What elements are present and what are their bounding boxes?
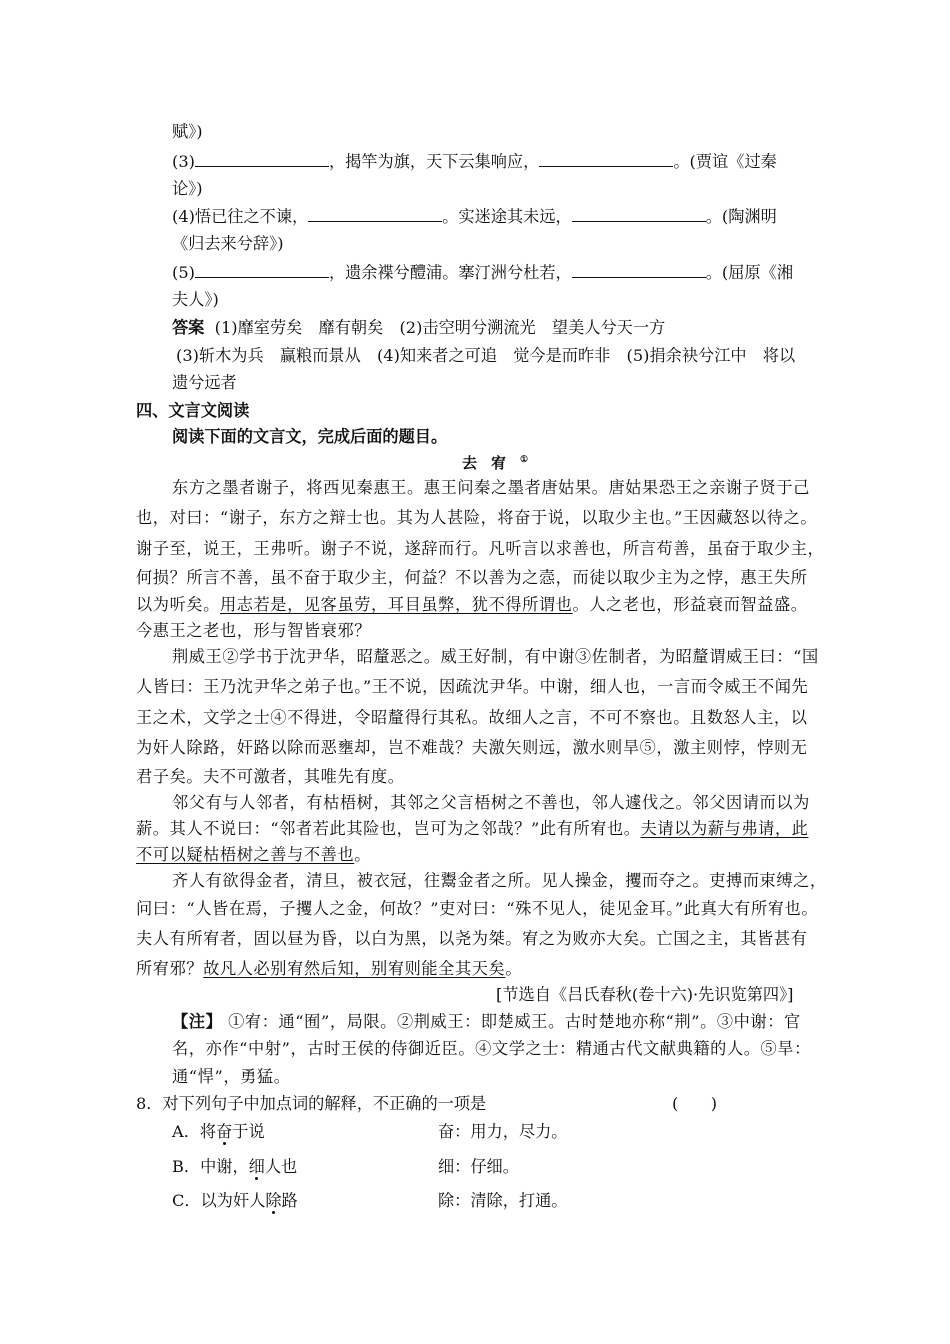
p1-line-3: 谢子至，说王，王弗听。谢子不说，遂辞而行。凡听言以求善也，所言苟善，虽奋于取少主， (136, 539, 825, 558)
q4-source: 。(陶渊明 (705, 207, 777, 226)
notes-line-2: 名，亦作“中射”，古时王侯的侍御近臣。④文学之士：精通古代文献典籍的人。⑤旱： (172, 1039, 811, 1058)
option-a-explanation: 奋：用力，尽力。 (438, 1122, 568, 1141)
p3-line-3 (136, 844, 371, 866)
p4-line-4 (136, 958, 522, 980)
p3-line-3-end: 。 (354, 845, 372, 864)
q4-text-2: 。实迷途其未远， (442, 207, 572, 226)
answer-line-2: (3)斩木为兵 赢粮而景从 (4)知来者之可追 觉今是而昨非 (5)捐余袂兮江中 将以 (176, 346, 796, 365)
p1-line-2: 也，对曰：“谢子，东方之辩士也。其为人甚险，将奋于说，以取少主也。”王因藏怒以待之。 (136, 508, 818, 527)
option-b-label: B．中谢， (172, 1157, 249, 1176)
q4-blank-1 (308, 205, 442, 222)
recite-q4-line (172, 205, 777, 228)
q3-source: 。(贾谊《过秦 (673, 152, 777, 171)
option-c (172, 1190, 298, 1212)
option-a (172, 1121, 265, 1143)
p1-line-1: 东方之墨者谢子，将西见秦惠王。惠王问秦之墨者唐姑果。唐姑果恐王之亲谢子贤于己 (172, 478, 810, 497)
answer-text-1: (1)靡室劳矣 靡有朝矣 (2)击空明兮溯流光 望美人兮天一方 (214, 318, 666, 337)
p1-line-5-end: 。人之老也，形益衰而智益盛。 (572, 595, 808, 614)
p3-underlined-part-2: 不可以疑枯梧树之善与不善也 (136, 845, 355, 864)
p1-line-4: 何损？所言不善，虽不奋于取少主，何益？不以善为之悫，而徒以取少主为之悖，惠王失所 (136, 568, 808, 587)
q4-source-cont: 《归去来兮辞》) (172, 234, 284, 253)
p4-underlined-sentence: 故凡人必别宥然后知，别宥则能全其天矣 (203, 959, 506, 978)
p2-line-3: 王之术，文学之士④不得进，令昭釐得行其私。故细人之言，不可不察也。且数怒人主，以 (136, 708, 808, 727)
q5-blank-2 (572, 261, 706, 278)
p3-line-2 (136, 818, 808, 840)
p4-line-1: 齐人有欲得金者，清旦，被衣冠，往鬻金者之所。见人操金，攫而夺之。吏搏而束缚之， (172, 871, 827, 890)
option-b (172, 1156, 297, 1178)
option-c-dotted-word: 除 (265, 1191, 282, 1210)
option-b-rest: 人也 (264, 1157, 298, 1176)
passage-title-note: ① (520, 455, 543, 465)
notes-line-3: 通“悍”，勇猛。 (172, 1067, 291, 1086)
notes-label: 【注】 (172, 1012, 223, 1031)
p2-line-5: 君子矣。夫不可激者，其唯先有度。 (136, 767, 405, 786)
notes-text-1: ①宥：通“囿”，局限。②荆威王：即楚威王。古时楚地亦称“荆”。③中谢：官 (228, 1012, 801, 1031)
p1-line-6: 今惠王之老也，形与智皆衰邪？ (136, 621, 372, 640)
q3-blank-1 (195, 150, 329, 167)
p3-line-1: 邻父有与人邻者，有枯梧树，其邻之父言梧树之不善也，邻人遽伐之。邻父因请而以为 (172, 793, 810, 812)
q5-blank-1 (195, 261, 329, 278)
q3-source-cont: 论》) (172, 179, 203, 198)
p4-line-2: 问曰：“人皆在焉，子攫人之金，何故？”吏对曰：“殊不见人，徒见金耳。”此真大有所宥也。 (136, 899, 819, 918)
passage-title (462, 452, 542, 474)
p2-line-2: 人皆曰：王乃沈尹华之弟子也。”王不说，因疏沈尹华。中谢，细人也，一言而令威王不闻先 (136, 677, 809, 696)
passage-title-text: 去宥 (462, 454, 521, 472)
p3-line-2-start: 薪。其人不说曰：“邻者若此其险也，岂可为之邻哉？”此有所宥也。 (136, 819, 641, 838)
question-answer-paren: ( ) (672, 1094, 718, 1113)
q5-text: ，遗余褋兮醴浦。搴汀洲兮杜若， (328, 263, 572, 282)
q4-text-1: (4)悟已往之不谏， (172, 207, 309, 226)
option-c-explanation: 除：清除，打通。 (438, 1191, 568, 1210)
p1-line-5-start: 以为听矣。 (136, 595, 220, 614)
q5-source: 。(屈原《湘 (705, 263, 794, 282)
q4-blank-2 (572, 205, 706, 222)
option-a-rest: 于说 (232, 1122, 265, 1141)
p2-line-4: 为奸人除路，奸路以除而恶壅却，岂不难哉？夫激矢则远，激水则旱⑤，激主则悖，悖则无 (136, 738, 808, 757)
option-a-label: A．将 (172, 1122, 217, 1141)
q3-text: ，揭竿为旗，天下云集响应， (328, 152, 540, 171)
section-instruction: 阅读下面的文言文，完成后面的题目。 (172, 427, 448, 446)
p3-underlined-part-1: 夫请以为薪与弗请，此 (640, 819, 809, 838)
answer-line-3: 遗兮远者 (172, 373, 237, 392)
p2-line-1: 荆威王②学书于沈尹华，昭釐恶之。威王好制，有中谢③佐制者，为昭釐谓威王曰：“国 (172, 647, 819, 666)
q5-number: (5) (172, 263, 195, 282)
recite-q5-line (172, 261, 793, 284)
option-b-dotted-word: 细 (248, 1157, 265, 1176)
answer-label: 答案 (172, 318, 205, 337)
option-c-rest: 路 (281, 1191, 298, 1210)
p1-underlined-sentence: 用志若是，见客虽劳，耳目虽弊，犹不得所谓也 (219, 595, 573, 614)
p4-line-4-end: 。 (505, 959, 523, 978)
p4-line-3: 夫人有所宥者，固以昼为昏，以白为黑，以尧为桀。宥之为败亦大矣。亡国之主，其皆甚有 (136, 929, 808, 948)
passage-source: [节选自《吕氏春秋(卷十六)·先识览第四》] (496, 985, 794, 1004)
recite-q3-line (172, 150, 777, 173)
q5-source-cont: 夫人》) (172, 290, 219, 309)
notes-line-1 (172, 1011, 801, 1033)
p1-line-5 (136, 594, 808, 616)
section-heading: 四、文言文阅读 (136, 401, 250, 420)
option-b-explanation: 细：仔细。 (438, 1157, 519, 1176)
question-stem: 8．对下列句子中加点词的解释，不正确的一项是 (136, 1094, 487, 1113)
p4-line-4-start: 所宥邪？ (136, 959, 204, 978)
q3-blank-2 (539, 150, 673, 167)
option-c-label: C．以为奸人 (172, 1191, 266, 1210)
q3-number: (3) (172, 152, 195, 171)
recite-line-1: 赋》) (172, 122, 203, 141)
option-a-dotted-word: 奋 (216, 1122, 233, 1141)
answer-line-1 (172, 317, 665, 339)
